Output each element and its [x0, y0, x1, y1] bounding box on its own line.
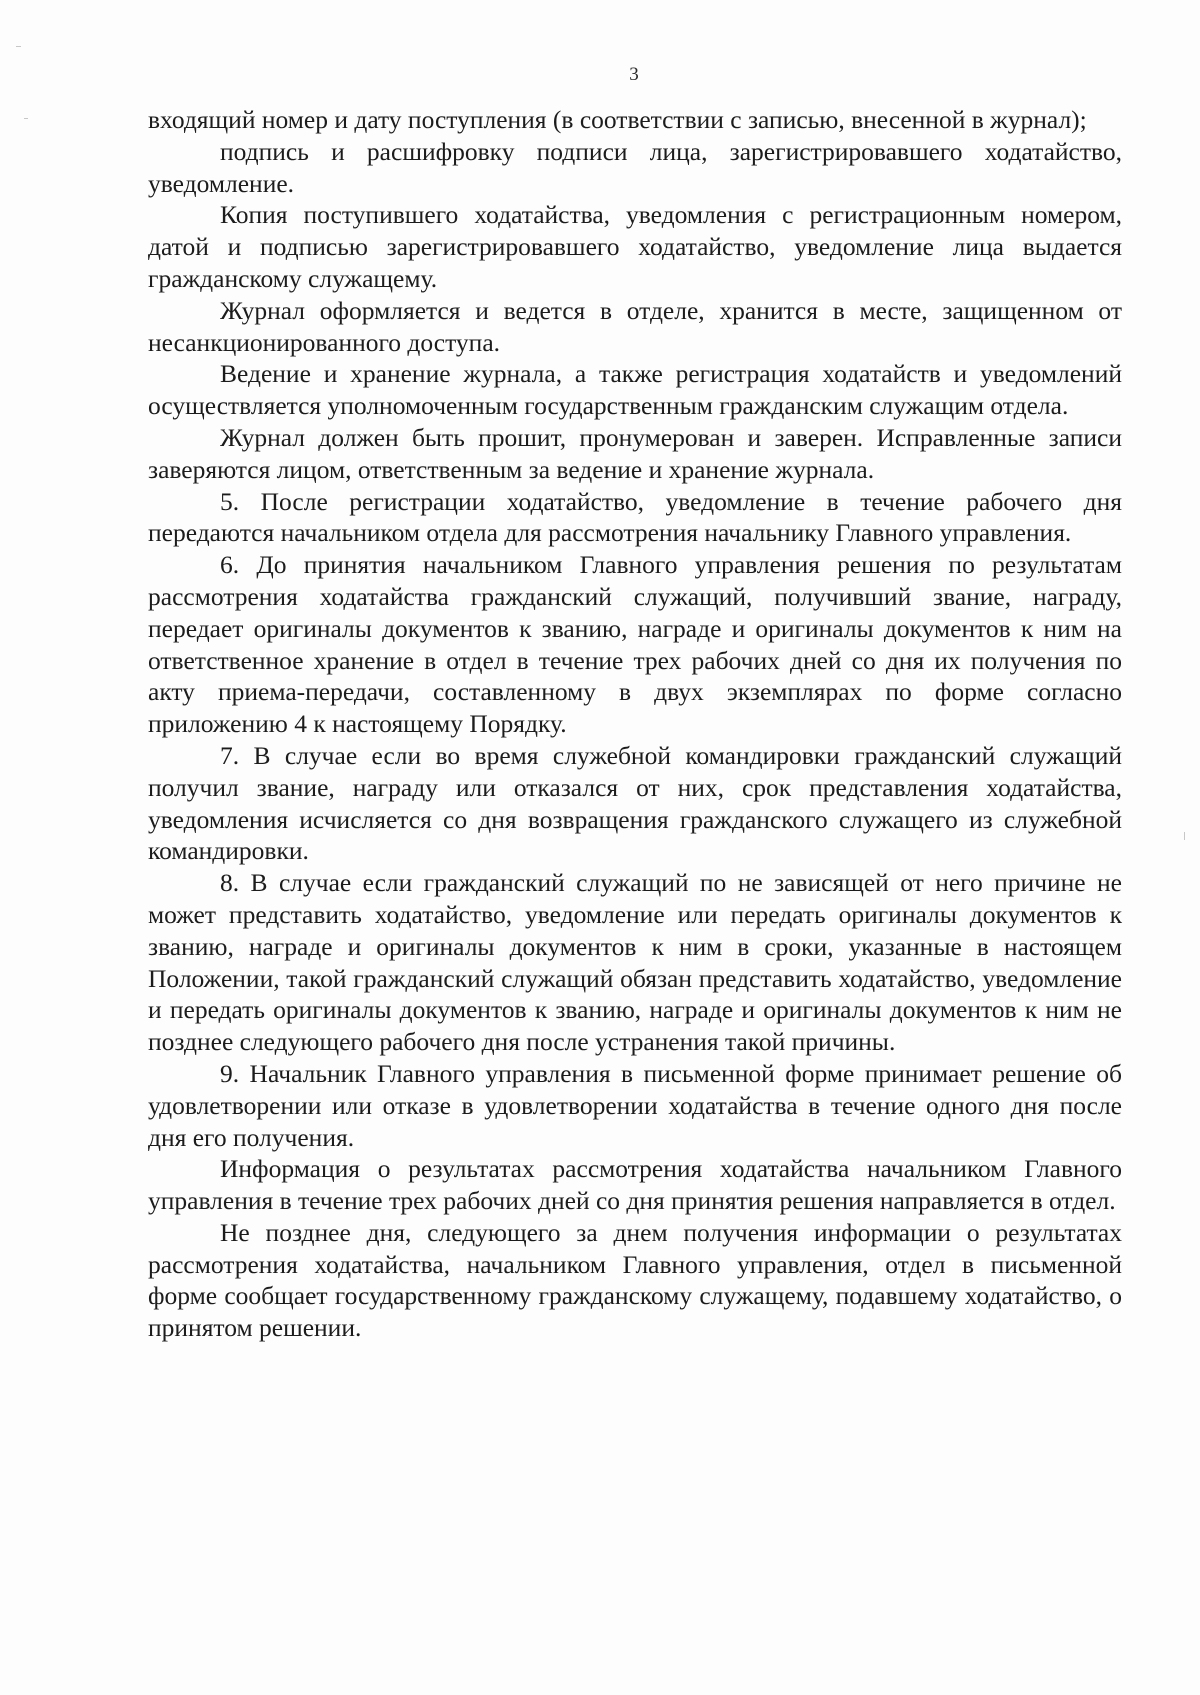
- paragraph-journal-binding: Журнал должен быть прошит, пронумерован и заверен. Исправленные записи заверяются лицом, ответственным за ведение и хранение журнала.: [148, 422, 1122, 484]
- paragraph-item-8: 8. В случае если гражданский служащий по не зависящей от него причине не может представить ходатайство, уведомление или передать оригиналы документов к званию, награде и оригиналы документов к ним в сроки, указанные в настоящем Положении, такой гражданский служащий обязан представить ходатайство, уведомление и передать оригиналы документов к званию, награде и оригиналы документов к ним не позднее следующего рабочего дня после устранения такой причины.: [148, 868, 1122, 1057]
- page-number: 3: [629, 64, 639, 85]
- paragraph-item-9: 9. Начальник Главного управления в письменной форме принимает решение об удовлетворении или отказе в удовлетворении ходатайства в течение одного дня после дня его получения.: [148, 1058, 1122, 1152]
- paragraph-item-6: 6. До принятия начальником Главного управления решения по результатам рассмотрения ходатайства гражданский служащий, получивший звание, награду, передает оригиналы документов к званию, награде и оригиналы документов к ним на ответственное хранение в отдел в течение трех рабочих дней со дня их получения по акту приема-передачи, составленному в двух экземплярах по форме согласно приложению 4 к настоящему Порядку.: [148, 550, 1122, 739]
- paragraph-notification: Не позднее дня, следующего за днем получения информации о результатах рассмотрения ходатайства, начальником Главного управления, отдел в письменной форме сообщает государственному гражданскому служащему, подавшему ходатайство, о принятом решении.: [148, 1217, 1122, 1343]
- paragraph-copy: Копия поступившего ходатайства, уведомления с регистрационным номером, датой и подписью зарегистрировавшего ходатайство, уведомление лица выдается гражданскому служащему.: [148, 200, 1122, 293]
- paragraph-result-info: Информация о результатах рассмотрения ходатайства начальником Главного управления в течение трех рабочих дней со дня принятия решения направляется в отдел.: [148, 1154, 1122, 1216]
- paragraph-signature: подпись и расшифровку подписи лица, зарегистрировавшего ходатайство, уведомление.: [148, 136, 1122, 198]
- paragraph-item-5: 5. После регистрации ходатайство, уведомление в течение рабочего дня передаются начальником отдела для рассмотрения начальнику Главного управления.: [148, 486, 1122, 548]
- paragraph-journal-storage: Журнал оформляется и ведется в отделе, хранится в месте, защищенном от несанкционированного доступа.: [148, 295, 1122, 357]
- paragraph-journal-maintenance: Ведение и хранение журнала, а также регистрация ходатайств и уведомлений осуществляется уполномоченным государственным гражданским служащим отдела.: [148, 359, 1122, 421]
- scan-speck: [1184, 832, 1185, 840]
- paragraph-item-7: 7. В случае если во время служебной командировки гражданский служащий получил звание, награду или отказался от них, срок представления ходатайства, уведомления исчисляется со дня возвращения гражданского служащего из служебной командировки.: [148, 740, 1122, 866]
- document-body: [148, 104, 1122, 1344]
- paragraph-incoming-number: входящий номер и дату поступления (в соответствии с записью, внесенной в журнал);: [148, 105, 1087, 134]
- scan-speck: [16, 46, 21, 47]
- scan-speck: [24, 118, 28, 119]
